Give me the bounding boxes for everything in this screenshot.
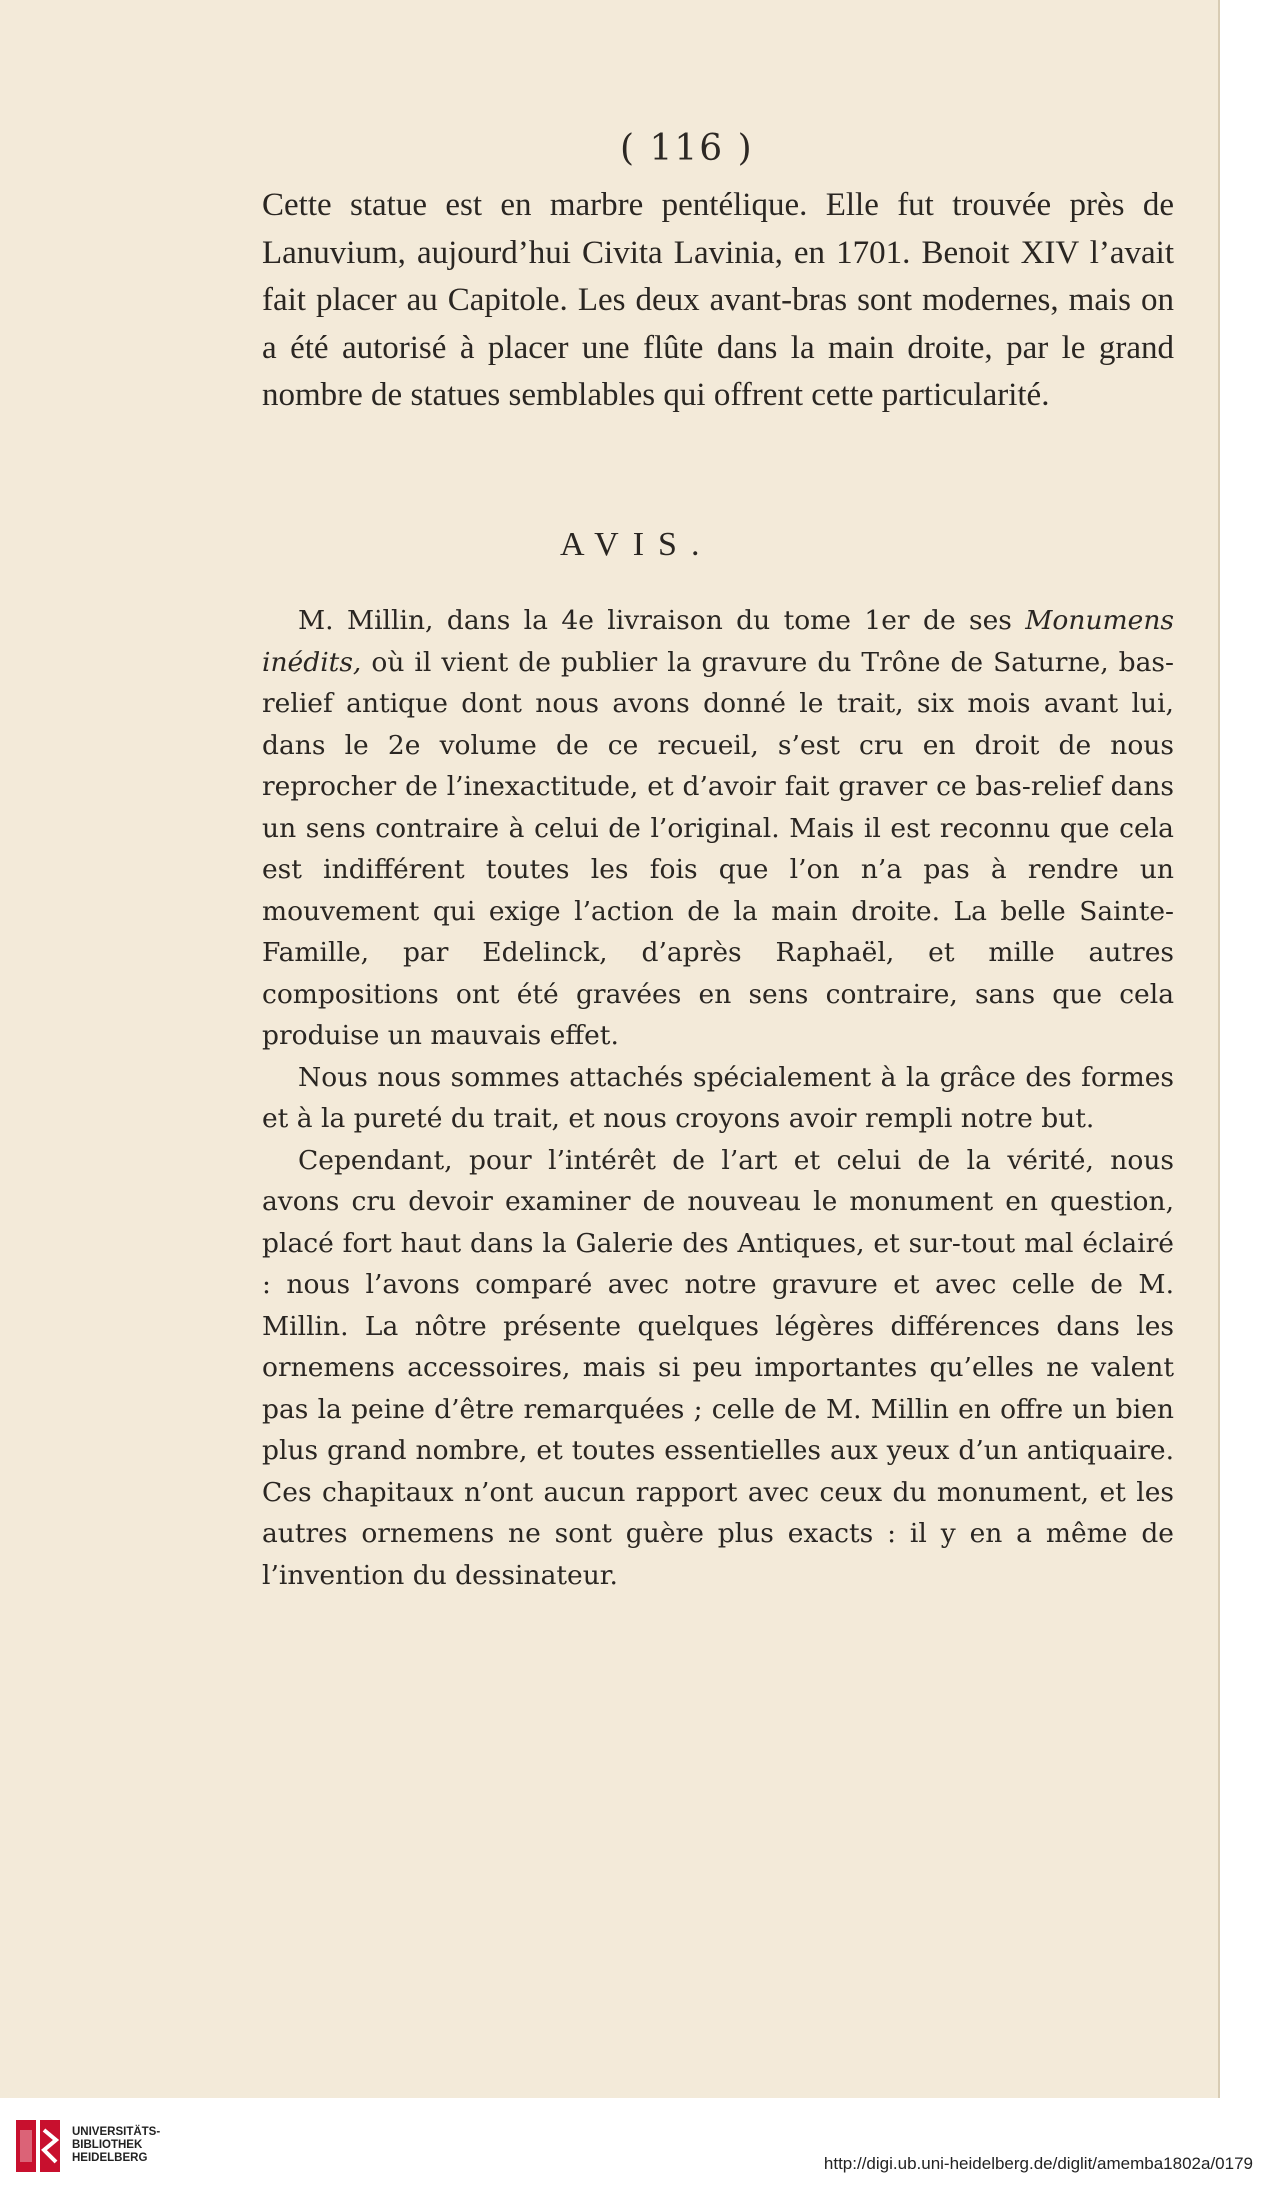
intro-paragraph: Cette statue est en marbre pentélique. Elle fut trouvée près de Lanuvium, aujourd’hui Civita Lavinia, en 1701. Benoit XIV l’avait fait placer au Capitole. Les deux avant-bras sont modernes, mais on a été autorisé à placer une flûte dans la main droite, par le grand nombre de statues semblables qui offrent cette particularité. — [262, 187, 1174, 413]
library-name-line-2: BIBLIOTHEK — [72, 2139, 143, 2151]
avis-paragraph-3: Cependant, pour l’intérêt de l’art et celui de la vérité, nous avons cru devoir examiner de nouveau le monument en question, placé fort haut dans la Galerie des Antiques, et sur-tout mal éclairé : nous l’avons comparé avec notre gravure et avec celle de M. Millin. La nôtre présente quelques légères différences dans les ornemens accessoires, mais si peu importantes qu’elles ne valent pas la peine d’être remarquées ; celle de M. Millin en offre un bien plus grand nombre, et toutes essentielles aux yeux d’un antiquaire. Ces chapitaux n’ont aucun rapport avec ceux du monument, et les autres ornemens ne sont guère plus exacts : il y en a même de l’invention du dessinateur. — [262, 1144, 1174, 1591]
footer-bar — [0, 2098, 1267, 2200]
avis-paragraph-2: Nous nous sommes attachés spécialement à la grâce des formes et à la pureté du trait, et nous croyons avoir rempli notre but. — [262, 1061, 1174, 1134]
library-name-line-1: UNIVERSITÄTS- — [72, 2126, 161, 2138]
avis-p1-end: où il vient de publier la gravure du Trône de Saturne, bas-relief antique dont nous avons donné le trait, six mois avant lui, dans le 2e volume de ce recueil, s’est cru en droit de nous reprocher de l’inexactitude, et d’avoir fait graver ce bas-relief dans un sens contraire à celui de l’original. Mais il est reconnu que cela est indifférent toutes les fois que l’on n’a pas à rendre un mouvement qui exige l’action de la main droite. La belle Sainte-Famille, par Edelinck, d’après Raphaël, et mille autres compositions ont été gravées en sens contraire, sans que cela produise un mauvais effet. — [262, 646, 1174, 1051]
library-name-line-3: HEIDELBERG — [72, 2152, 148, 2164]
scan-edge — [1220, 0, 1267, 2098]
heidelberg-library-logo-icon — [12, 2116, 66, 2176]
avis-heading: AVIS. — [560, 526, 714, 563]
library-name — [72, 2126, 160, 2165]
avis-body — [262, 600, 1174, 1596]
avis-p1-title: Monumens inédits, — [262, 605, 1174, 678]
avis-p1-start: M. Millin, dans la 4e livraison du tome 1er de ses — [298, 605, 1026, 636]
source-url[interactable]: http://digi.ub.uni-heidelberg.de/diglit/amemba1802a/0179 — [823, 2154, 1253, 2173]
avis-paragraph-1 — [262, 600, 1174, 1057]
page-number: ( 116 ) — [620, 128, 754, 169]
